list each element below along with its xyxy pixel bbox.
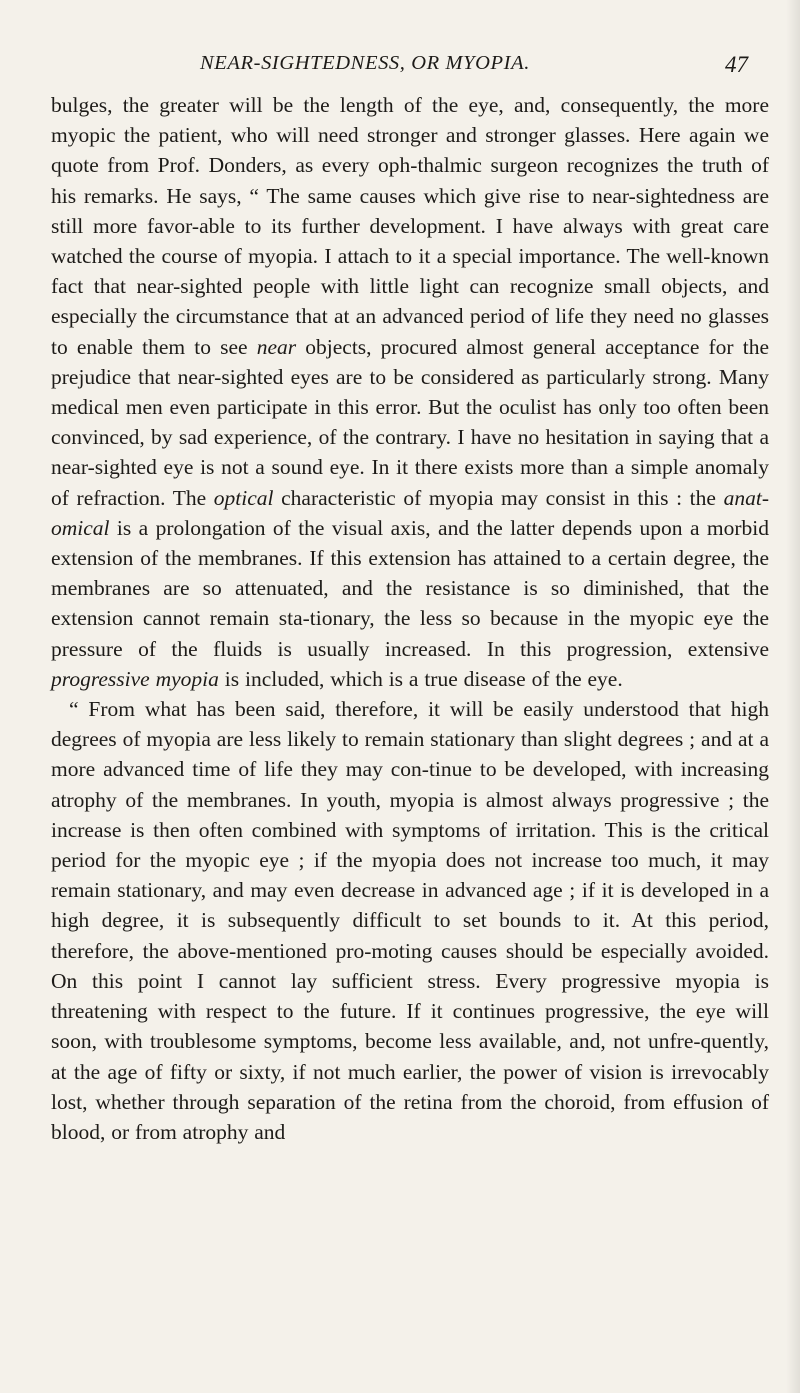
text-run: “ From what has been said, therefore, it will be easily understood that high degrees of myopia are less likely to remain stationary than slight degrees ; and at a more advanced time of life they may con-tinue to be developed, with increasing atrophy of the membranes. In youth, myopia is almost always progressive ; the increase is then often combined with symptoms of irritation. This is the critical period for the myopic eye ; if the myopia does not increase too much, it may remain stationary, and may even decrease in advanced age ; if it is developed in a high degree, it is subsequently difficult to set bounds to it. At this period, therefore, the above-mentioned pro-moting causes should be especially avoided. On this point I cannot lay sufficient stress. Every progressive myopia is threatening with respect to the future. If it continues progressive, the eye will soon, with troublesome symptoms, become less available, and, not unfre-quently, at the age of fifty or sixty, if not much earlier, the power of vision is irrevocably lost, whether through separation of the retina from the choroid, from effusion of blood, or from atrophy and — [51, 697, 769, 1144]
paragraph-2 — [51, 694, 769, 1147]
paragraph-1 — [51, 90, 769, 694]
text-run: is a prolongation of the visual axis, and the latter depends upon a morbid extension of the membranes. If this extension has attained to a certain degree, the membranes are so attenuated, and the resistance is so diminished, that the extension cannot remain sta-tionary, the less so because in the myopic eye the pressure of the fluids is usually increased. In this progression, extensive — [51, 515, 769, 661]
page-header — [0, 46, 800, 82]
italic-term-near: near — [256, 334, 297, 359]
running-head: NEAR-SIGHTEDNESS, OR MYOPIA. — [200, 52, 530, 74]
text-run: objects, procured almost general acceptance for the prejudice that near-sighted eyes are to be considered as particularly strong. Many medical men even participate in this error. But the oculist has only too often been convinced, by sad experience, of the contrary. I have no hesitation in saying that a near-sighted eye is not a sound eye. In it there exists more than a simple anomaly of refraction. The — [51, 334, 769, 510]
italic-term-progressive-myopia: progressive myopia — [51, 666, 219, 691]
page-number: 47 — [725, 52, 748, 77]
text-run: bulges, the greater will be the length of the eye, and, consequently, the more myopic the patient, who will need stronger and stronger glasses. Here again we quote from Prof. Donders, as every oph-thalmic surgeon recognizes the truth of his remarks. He says, “ The same causes which give rise to near-sightedness are still more favor-able to its further development. I have always with great care watched the course of myopia. I attach to it a special importance. The well-known fact that near-sighted people with little light can recognize small objects, and especially the circumstance that at an advanced period of life they need no glasses to enable them to see — [51, 93, 769, 359]
text-run: is included, which is a true disease of the eye. — [218, 666, 623, 691]
italic-term-anatomical: anat-omical — [51, 485, 769, 540]
text-run: characteristic of myopia may consist in this : the — [273, 485, 724, 510]
italic-term-optical: optical — [213, 485, 274, 510]
page-edge-shadow — [786, 0, 800, 1393]
body-text — [51, 90, 769, 1147]
